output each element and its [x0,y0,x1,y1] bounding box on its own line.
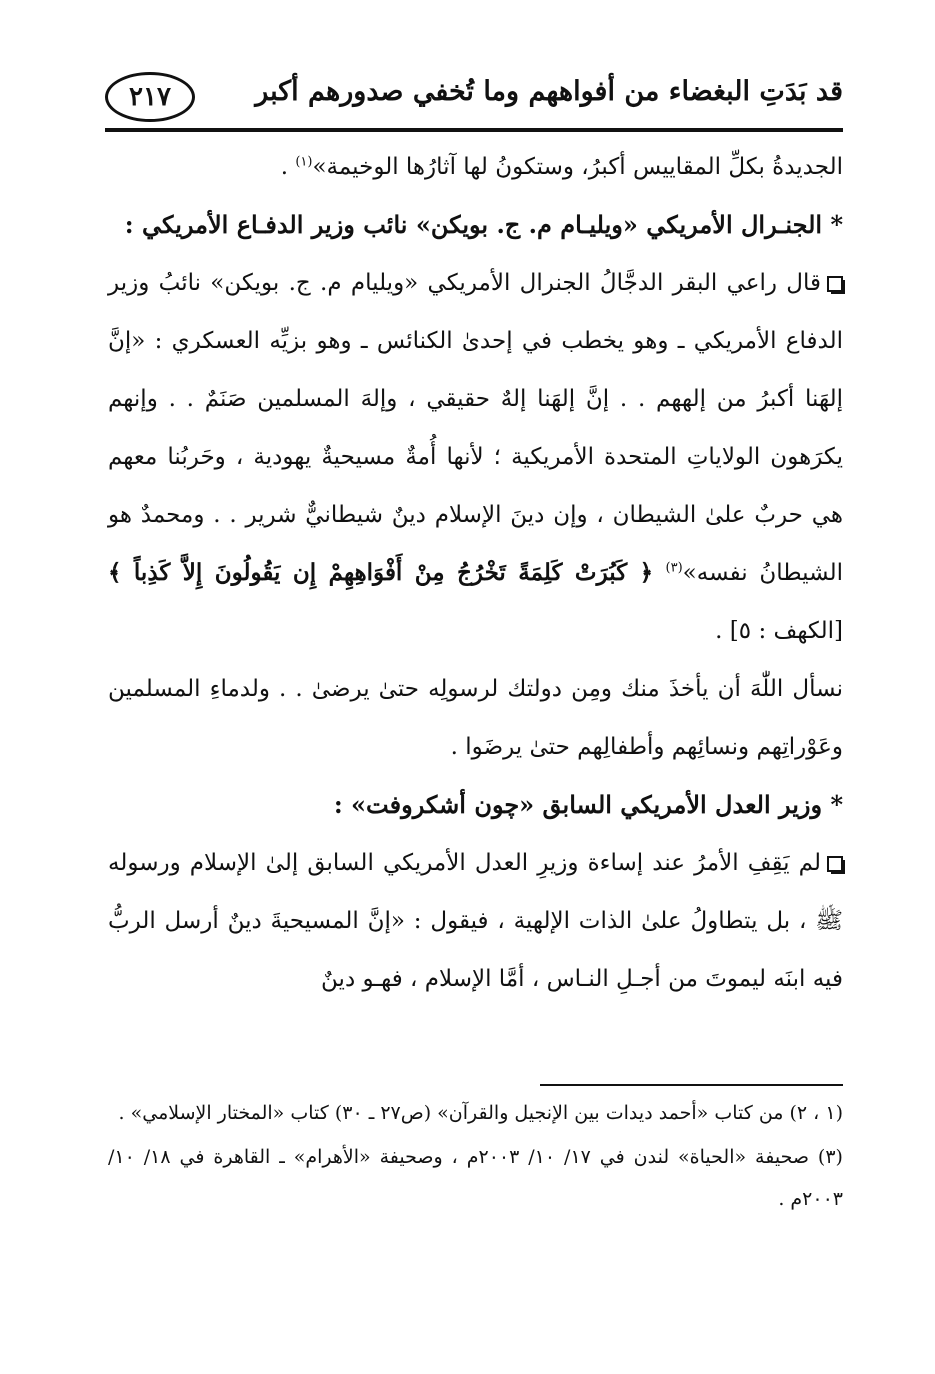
header-rule [105,128,843,132]
paragraph-text: لم يَقِفِ الأمرُ عند إساءة وزيرِ العدل الأمريكي السابق إلىٰ الإسلام ورسوله ﷺ ، بل يتطاولُ علىٰ الذات الإلهية ، فيقول : «إنَّ المسيحيةَ دينٌ أرسل الربُّ فيه ابنَه ليموتَ من أجـلِ النـاس ، أمَّا الإسلام ، فهـو دينٌ [108,850,843,992]
paragraph-marker-icon [827,856,843,872]
footnote-ref: (٣) [665,560,683,576]
verse-citation: [الكهف : ٥] . [715,618,843,644]
footnote-separator [540,1084,843,1086]
paragraph-marker-icon [827,276,843,292]
paragraph-continuation [108,138,843,196]
paragraph-prayer: نسأل اللّٰهَ أن يأخذَ منك ومِن دولتك لرسولِه حتىٰ يرضىٰ . . ولدماءِ المسلمين وعَوْراتِهم ونسائِهم وأطفالِهم حتىٰ يرضَوا . [108,676,843,760]
section-heading-boykin: * الجنـرال الأمريكي «ويليـام م. ج. بويكن» نائب وزير الدفـاع الأمريكي : [124,210,843,239]
footnote-ref: (١) [295,154,313,170]
paragraph-text: قال راعي البقر الدجَّالُ الجنرال الأمريكي «ويليام م. ج. بويكن» نائبُ وزير الدفاع الأمريكي ـ وهو يخطب في إحدىٰ الكنائس ـ وهو بزيِّه العسكري : «إنَّ إلهَنا أكبرُ من إلههم . . إنَّ إلهَنا إلهٌ حقيقي ، وإلهَ المسلمين صَنَمٌ . . وإنهم يكرَهون الولاياتِ المتحدة الأمريكية ؛ لأنها أُمةٌ مسيحيةٌ يهودية ، وحَربُنا معهم هي حربٌ علىٰ الشيطان ، وإن دينَ الإسلام دينٌ شيطانيٌّ شرير . . ومحمدٌ هو الشيطانُ نفسه» [108,270,844,586]
quran-verse: ﴿ كَبُرَتْ كَلِمَةً تَخْرُجُ مِنْ أَفْوَاهِهِمْ إِن يَقُولُونَ إِلاَّ كَذِباً ﴾ [108,559,666,586]
running-title: قد بَدَتِ البغضاء من أفواههم وما تُخفي صدورهم أكبر [255,76,843,107]
paragraph-ashcroft [108,834,843,1008]
footnote-1-2: (١ ، ٢) من كتاب «أحمد ديدات بين الإنجيل والقرآن» (ص٢٧ ـ ٣٠) كتاب «المختار الإسلامي» . [118,1102,843,1124]
page-header [105,68,843,132]
footnote-3: (٣) صحيفة «الحياة» لندن في ١٧/ ١٠/ ٢٠٠٣م ، وصحيفة «الأهرام» ـ القاهرة في ١٨/ ١٠/ ٢٠٠٣م . [108,1146,843,1210]
main-text [108,138,843,1008]
footnotes [108,1092,843,1222]
page-number: ٢١٧ [105,72,195,122]
paragraph-text: الجديدةُ بكلِّ المقاييس أكبرُ، وستكونُ لها آثارُها الوخيمة» [312,154,843,180]
paragraph-boykin [108,254,843,660]
paragraph-end: . [280,154,296,180]
section-heading-ashcroft: * وزير العدل الأمريكي السابق «چون أشكروفت» : [333,790,843,819]
